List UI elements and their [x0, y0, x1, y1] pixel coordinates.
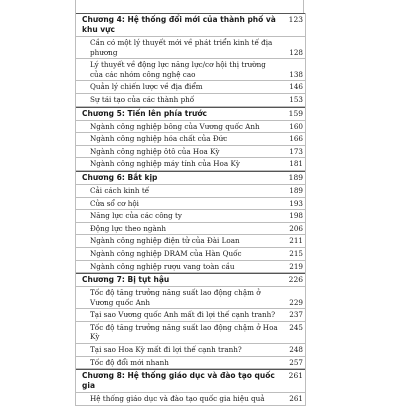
page-number: 245: [289, 322, 303, 332]
entry-title: Tốc độ tăng trưởng năng suất lao động chậm ở Hoa Kỳ: [90, 322, 278, 342]
page-number: 219: [289, 261, 303, 271]
toc-entry-row: [76, 94, 305, 107]
toc-entry-row: [76, 309, 305, 322]
page-number: 189: [289, 185, 303, 195]
entry-title: Ngành công nghiệp bông của Vương quốc Anh: [90, 121, 260, 131]
entry-title: Tốc độ tăng trưởng năng suất lao động chậm ở Vương quốc Anh: [90, 288, 261, 307]
page-number: 160: [289, 121, 303, 131]
page-number: 153: [289, 94, 303, 104]
toc-entry-row: [76, 344, 305, 357]
entry-title: Quản lý chiến lược về địa điểm: [90, 82, 203, 92]
entry-title: Động lực theo ngành: [90, 223, 167, 233]
entry-title: Ngành công nghiệp DRAM của Hàn Quốc: [90, 248, 242, 258]
page-number: 206: [289, 223, 303, 233]
chapter-title: Chương 8: Hệ thống giáo dục và đào tạo quốc gia: [82, 371, 275, 391]
page-number: 159: [288, 108, 303, 118]
entry-title: Năng lực của các công ty: [90, 211, 182, 221]
toc-entry-row: [76, 121, 305, 134]
chapter-title: Chương 6: Bắt kịp: [82, 172, 158, 182]
toc-entry-row: [76, 158, 305, 171]
entry-title: Ngành công nghiệp ôtô của Hoa Kỳ: [90, 146, 220, 156]
toc-chapter-row: [76, 369, 305, 393]
chapter-title: Chương 7: Bị tụt hậu: [82, 275, 170, 285]
entry-title: Hệ thống giáo dục và đào tạo quốc gia hiệu quả: [90, 394, 265, 404]
toc-entry-row: [76, 210, 305, 223]
entry-title: Tại sao Hoa Kỳ mất đi lợi thế cạnh tranh?: [90, 345, 242, 355]
page-number: 128: [289, 47, 303, 57]
toc-entry-row: [76, 261, 305, 274]
toc-entry-row: [76, 235, 305, 248]
page-number: 123: [288, 15, 303, 24]
page-number: 229: [289, 297, 303, 307]
toc-entry-row: [76, 185, 305, 198]
table-of-contents: [75, 13, 306, 406]
toc-entry-row: [76, 223, 305, 236]
toc-entry-row: [76, 198, 305, 211]
page-number: 173: [289, 146, 303, 156]
toc-chapter-row: [76, 13, 305, 37]
toc-entry-row: [76, 133, 305, 146]
page-number: 257: [289, 357, 303, 367]
table-top-edge: [75, 0, 304, 13]
chapter-title: Chương 5: Tiến lên phía trước: [82, 108, 207, 118]
page-number: 215: [289, 248, 303, 258]
toc-entry-row: [76, 322, 305, 344]
entry-title: Cần có một lý thuyết mới về phát triển kinh tế địa phương: [90, 38, 273, 57]
toc-chapter-row: [76, 273, 305, 287]
toc-entry-row: [76, 146, 305, 159]
page-number: 146: [289, 82, 303, 92]
page-number: 211: [289, 236, 303, 246]
toc-entry-row: [76, 81, 305, 94]
page-number: 181: [289, 159, 303, 169]
toc-entry-row: [76, 248, 305, 261]
entry-title: Tốc độ đổi mới nhanh: [90, 357, 169, 367]
chapter-title: Chương 4: Hệ thống đổi mới của thành phố và khu vực: [82, 15, 276, 34]
entry-title: Lý thuyết về động lực năng lực/cơ hội thị trường của các nhóm công nghệ cao: [90, 60, 266, 79]
entry-title: Ngành công nghiệp hóa chất của Đức: [90, 134, 228, 144]
page-number: 189: [288, 172, 303, 182]
page-number: 166: [289, 134, 303, 144]
toc-chapter-row: [76, 107, 305, 121]
entry-title: Cửa sổ cơ hội: [90, 198, 139, 208]
page-number: 261: [288, 371, 303, 381]
entry-title: Ngành công nghiệp máy tính của Hoa Kỳ: [90, 159, 240, 169]
entry-title: Sự tái tạo của các thành phố: [90, 94, 195, 104]
page-number: 237: [289, 310, 303, 320]
toc-chapter-row: [76, 171, 305, 185]
page-number: 138: [289, 69, 303, 79]
toc-entry-row: [76, 287, 305, 309]
page-number: 248: [289, 345, 303, 355]
toc-entry-row: [76, 357, 305, 370]
entry-title: Cải cách kinh tế: [90, 185, 150, 195]
entry-title: Ngành công nghiệp rượu vang toàn cầu: [90, 261, 235, 271]
page-number: 261: [289, 394, 303, 404]
page-number: 198: [289, 211, 303, 221]
page-number: 193: [289, 198, 303, 208]
toc-entry-row: [76, 37, 305, 59]
entry-title: Tại sao Vương quốc Anh mất đi lợi thế cạnh tranh?: [90, 310, 276, 320]
toc-entry-row: [76, 59, 305, 81]
entry-title: Ngành công nghiệp điện tử của Đài Loan: [90, 236, 240, 246]
page-number: 226: [288, 275, 303, 285]
